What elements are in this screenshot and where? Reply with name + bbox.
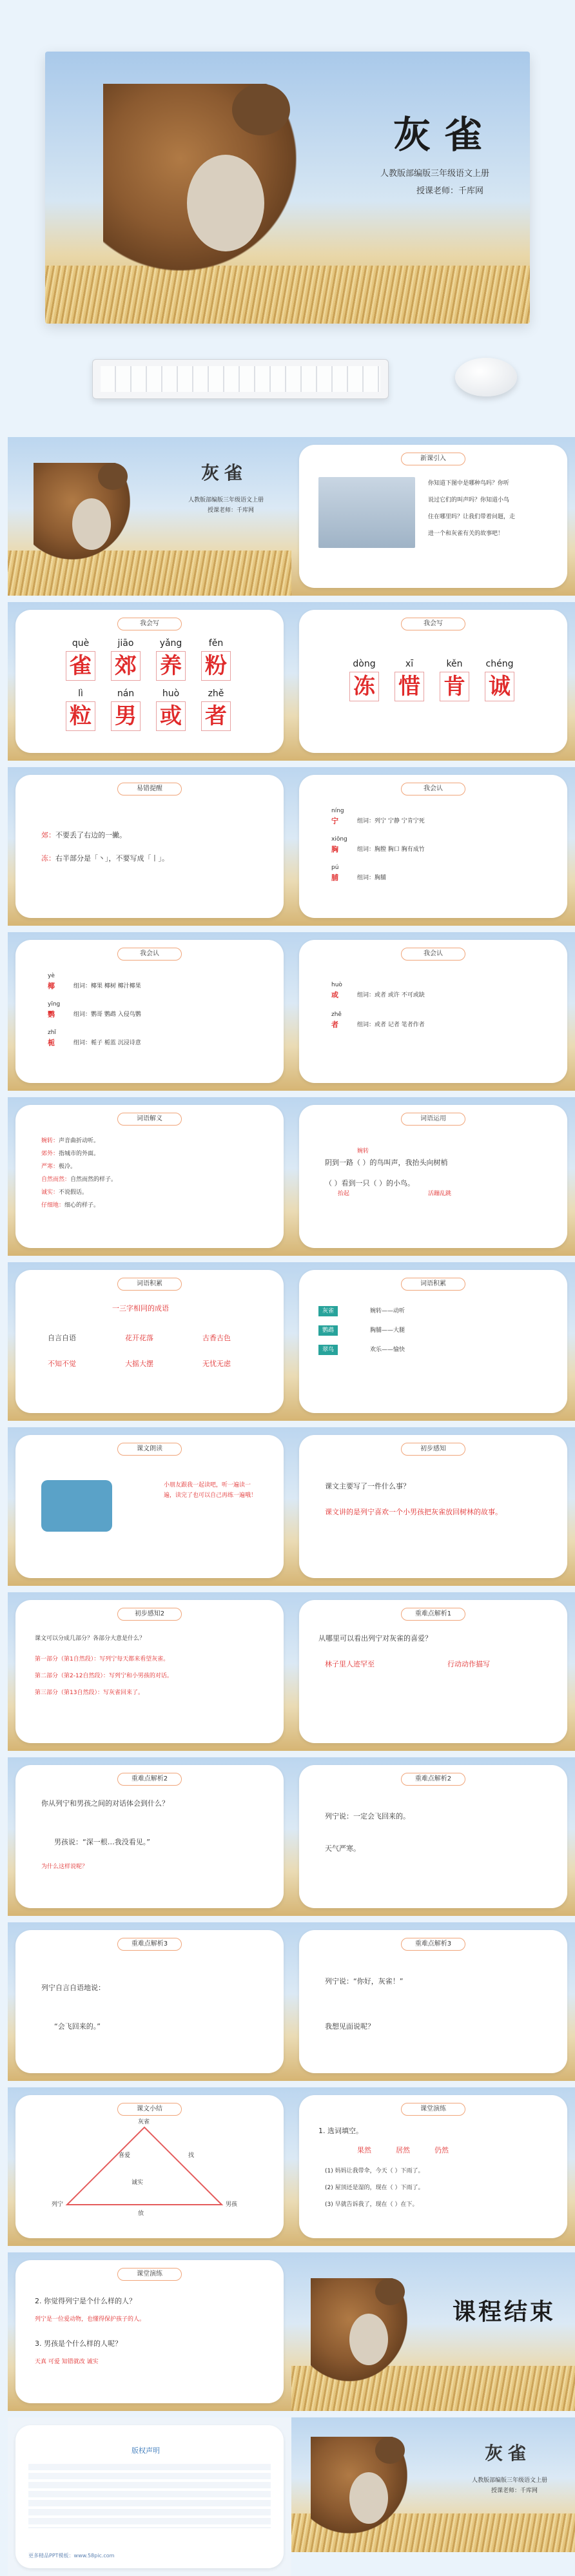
- question: 从哪里可以看出列宁对灰雀的喜爱？: [318, 1634, 432, 1643]
- tip-text: 右半部分是「丶」，不要写成「丨」。: [55, 854, 169, 863]
- word-list: 组词：列宁 宁静 宁肯宁死: [357, 818, 425, 825]
- section-pill: 初步感知: [401, 1443, 465, 1456]
- section-pill: 新课引入: [401, 453, 465, 465]
- exercise-line: (1) 妈妈让我带伞，今天（ ）下雨了。: [325, 2168, 424, 2174]
- answer: 课文讲的是列宁喜欢一个小男孩把灰雀放回树林的故事。: [325, 1508, 502, 1516]
- node: 放: [138, 2210, 144, 2217]
- pinyin: kěn: [446, 659, 463, 669]
- definition: 极冷。: [59, 1164, 77, 1170]
- line: 我想见面说呢？: [325, 2022, 375, 2031]
- slide-teacher: 授课老师：千库网: [208, 507, 255, 514]
- content-card: [299, 445, 567, 588]
- sentence: （ ）看到一只（ ）的小鸟。: [325, 1179, 414, 1187]
- slide-11[interactable]: [8, 1262, 291, 1421]
- option: 果然: [357, 2146, 371, 2154]
- char: 椰: [48, 982, 55, 990]
- answer: 婉转: [357, 1148, 369, 1155]
- line: “会飞回来的。”: [54, 2022, 101, 2031]
- intro-line: 你知道下图中是哪种鸟吗？你听: [428, 480, 510, 487]
- section-pill: 课堂演练: [117, 2268, 182, 2281]
- idiom: 不知不觉: [48, 1360, 76, 1368]
- tip-text: 不要丢了右边的一撇。: [55, 831, 126, 839]
- intro-line: 进一个和灰雀有关的故事吧！: [428, 531, 504, 537]
- slide-16[interactable]: [291, 1592, 575, 1751]
- section-pill: 重难点解析1: [401, 1608, 465, 1621]
- char-box: 肯: [440, 672, 469, 701]
- intro-line: 说过它们的叫声吗？你知道小鸟: [428, 497, 510, 503]
- question: 课文可以分成几部分？各部分大意是什么？: [35, 1635, 146, 1642]
- slide-subtitle: 人教版部编版三年级语文上册: [472, 2477, 548, 2484]
- char: 者: [331, 1020, 338, 1029]
- slide-17[interactable]: [8, 1757, 291, 1916]
- definition: 声音曲折动听。: [59, 1138, 100, 1144]
- section-pill: 重难点解析2: [117, 1773, 182, 1786]
- word-list: 组词：胸膛 胸口 胸有成竹: [357, 846, 425, 853]
- section-pill: 我会认: [401, 783, 465, 795]
- term: 严寒：: [41, 1164, 59, 1170]
- mouse-image: [455, 358, 517, 396]
- term: 郊外：: [41, 1151, 59, 1157]
- exercise-line: (2) 屋顶还是湿的，现在（ ）下雨了。: [325, 2185, 424, 2191]
- word-list: 组词：或者 或许 不可或缺: [357, 992, 425, 999]
- slide-25[interactable]: [8, 2417, 291, 2576]
- pinyin: lì: [78, 688, 83, 699]
- word-list: 组词：鹦哥 鹦鹉 入侵鸟鹦: [73, 1011, 141, 1018]
- line: 天气严寒。: [325, 1844, 360, 1853]
- answer: 天真 可爱 知错就改 诚实: [35, 2359, 99, 2365]
- slide-10[interactable]: [291, 1097, 575, 1256]
- option: 仍然: [434, 2146, 449, 2154]
- slide-15[interactable]: [8, 1592, 291, 1751]
- word-list: 组词：胸脯: [357, 875, 387, 881]
- char-box: 诚: [485, 672, 514, 701]
- end-title: 课程结束: [453, 2299, 556, 2325]
- section-pill: 重难点解析3: [401, 1938, 465, 1951]
- sparrow-image: [103, 84, 297, 271]
- slide-24[interactable]: [291, 2252, 575, 2411]
- question: 课文主要写了一件什么事？: [325, 1482, 410, 1490]
- definition: 指城市的外面。: [59, 1151, 100, 1157]
- pinyin: chéng: [485, 659, 514, 669]
- pinyin: huò: [162, 688, 180, 699]
- row-text: 婉转——动听: [370, 1308, 405, 1314]
- cover-title: 灰雀: [393, 113, 497, 157]
- sentence: 阴到一路（ ）的鸟叫声，我抬头向树梢: [325, 1158, 448, 1167]
- idiom: 古香古色: [202, 1334, 231, 1342]
- heading: 一三字相同的成语: [112, 1304, 169, 1312]
- cover-subtitle: 人教版部编版三年级语文上册: [380, 169, 490, 179]
- term: 婉转：: [41, 1138, 59, 1144]
- slide-4[interactable]: [291, 602, 575, 761]
- slide-22[interactable]: [291, 2087, 575, 2246]
- section-pill: 易错提醒: [117, 783, 182, 795]
- slide-9[interactable]: [8, 1097, 291, 1256]
- char: 宁: [331, 817, 338, 825]
- section-pill: 课文小结: [117, 2103, 182, 2116]
- idiom: 自言自语: [48, 1334, 76, 1342]
- idiom: 大摇大摆: [125, 1360, 153, 1368]
- section-pill: 我会认: [401, 948, 465, 961]
- node: 喜爱: [119, 2152, 131, 2159]
- pinyin: jiāo: [117, 638, 134, 649]
- section-pill: 初步感知2: [117, 1608, 182, 1621]
- node: 列宁: [52, 2201, 64, 2208]
- slide-8[interactable]: [291, 932, 575, 1091]
- pinyin: zhě: [331, 1011, 342, 1018]
- char-box: 养: [156, 651, 186, 681]
- definition: 不说假话。: [59, 1189, 88, 1196]
- node: 男孩: [226, 2201, 238, 2208]
- section-pill: 课堂演练: [401, 2103, 465, 2116]
- pinyin: fěn: [208, 638, 224, 649]
- char: 栀: [48, 1039, 55, 1047]
- node: 诚实: [132, 2180, 144, 2186]
- bird-photo: [318, 477, 415, 548]
- pinyin: nán: [117, 688, 135, 699]
- pinyin: yīng: [48, 1001, 61, 1008]
- slide-title: 灰雀: [485, 2443, 532, 2464]
- char: 或: [331, 991, 338, 999]
- term: 自然而然：: [41, 1176, 71, 1183]
- question: 你从列宁和男孩之间的对话体会到什么？: [41, 1799, 169, 1808]
- slide-subtitle: 人教版部编版三年级语文上册: [188, 497, 264, 503]
- heading: 版权声明: [132, 2446, 160, 2455]
- idiom: 花开花落: [125, 1334, 153, 1342]
- intro-line: 住在哪里吗？让我们带着问题，走: [428, 514, 516, 520]
- slide-19[interactable]: [8, 1922, 291, 2081]
- section-pill: 重难点解析2: [401, 1773, 465, 1786]
- char-key: 郊：: [41, 831, 55, 839]
- prompt: 为什么这样说呢？: [41, 1864, 88, 1870]
- pinyin: pú: [331, 864, 339, 871]
- footer-link[interactable]: 更多精品PPT模板：www.58pic.com: [28, 2553, 115, 2559]
- answer: 第三部分（第13自然段）：写灰雀回来了。: [35, 1690, 144, 1696]
- line: 列宁说：“你好，灰雀！”: [325, 1977, 404, 1986]
- slide-title: 灰雀: [201, 462, 248, 483]
- pinyin: níng: [331, 808, 344, 814]
- slide-1[interactable]: [8, 437, 291, 596]
- definition: 自然而然的样子。: [70, 1176, 117, 1183]
- char-box: 粒: [66, 701, 95, 731]
- answer: 第一部分（第1自然段）：写列宁每天都来看望灰雀。: [35, 1656, 170, 1663]
- char-box: 者: [201, 701, 231, 731]
- section-pill: 我会写: [401, 618, 465, 630]
- section-pill: 词语运用: [401, 1113, 465, 1126]
- char-box: 雀: [66, 651, 95, 681]
- slide-21[interactable]: [8, 2087, 291, 2246]
- section-pill: 词语解义: [117, 1113, 182, 1126]
- slide-13[interactable]: [8, 1427, 291, 1586]
- answer: 活蹦乱跳: [428, 1191, 452, 1197]
- grass-background: [45, 266, 530, 324]
- word-list: 组词：栀子 栀蓝 沉浸诗意: [73, 1040, 141, 1046]
- slide-26[interactable]: [291, 2417, 575, 2552]
- option: 居然: [396, 2146, 410, 2154]
- pinyin: què: [72, 638, 90, 649]
- slide-20[interactable]: [291, 1922, 575, 2081]
- tag: 灰雀: [318, 1306, 338, 1316]
- slide-6[interactable]: [291, 767, 575, 926]
- char-box: 粉: [201, 651, 231, 681]
- char-box: 冻: [349, 672, 379, 701]
- slide-teacher: 授课老师：千库网: [491, 2488, 538, 2494]
- quote: 男孩说：“深一根…我没看见。”: [54, 1838, 150, 1846]
- exercise-line: (3) 早就告诉我了，现在（ ）在下。: [325, 2201, 418, 2208]
- pinyin: zhě: [208, 688, 224, 699]
- pinyin: dòng: [353, 659, 376, 669]
- slide-12[interactable]: [291, 1262, 575, 1421]
- point-left: 林子里人迹罕至: [325, 1660, 375, 1668]
- answer: 列宁是一位爱动物，也懂得保护孩子的人。: [35, 2316, 146, 2323]
- line: 列宁说：一定会飞回来的。: [325, 1812, 410, 1820]
- pinyin: yǎng: [159, 638, 182, 649]
- line: 列宁自言自语地说：: [41, 1984, 105, 1992]
- section-pill: 我会写: [117, 618, 182, 630]
- slide-3[interactable]: [8, 602, 291, 761]
- question: 3. 男孩是个什么样的人呢？: [35, 2339, 122, 2348]
- row-text: 胸脯——大腿: [370, 1327, 405, 1334]
- pinyin: xiōng: [331, 836, 347, 843]
- slide-18[interactable]: [291, 1757, 575, 1916]
- term: 诚实：: [41, 1189, 59, 1196]
- note: 小朋友跟我一起读吧，听一遍读一遍，读完了也可以自己再练一遍哦！: [164, 1482, 257, 1499]
- question: 2. 你觉得列宁是个什么样的人？: [35, 2297, 136, 2305]
- slide-7[interactable]: [8, 932, 291, 1091]
- text-block: [28, 2464, 271, 2528]
- char-box: 男: [111, 701, 141, 731]
- tag: 翠鸟: [318, 1345, 338, 1355]
- section-pill: 重难点解析3: [117, 1938, 182, 1951]
- section-pill: 我会认: [117, 948, 182, 961]
- pinyin: xī: [405, 659, 414, 669]
- cover-slide: [45, 52, 530, 324]
- section-pill: 词语积累: [117, 1278, 182, 1291]
- char-box: 惜: [395, 672, 424, 701]
- slide-14[interactable]: [291, 1427, 575, 1586]
- char-box: 或: [156, 701, 186, 731]
- char: 鹦: [48, 1010, 55, 1019]
- node: 灰雀: [138, 2119, 150, 2125]
- node: 找: [188, 2152, 195, 2159]
- slide-2[interactable]: [291, 437, 575, 596]
- section-pill: 词语积累: [401, 1278, 465, 1291]
- char: 脯: [331, 873, 338, 882]
- cover-teacher: 授课老师：千库网: [416, 186, 484, 196]
- char: 胸: [331, 845, 338, 854]
- keyboard-image: [92, 359, 389, 399]
- question: 1. 选词填空。: [318, 2127, 363, 2135]
- section-pill: 课文朗读: [117, 1443, 182, 1456]
- answer: 第二部分（第2-12自然段）：写列宁和小男孩的对话。: [35, 1673, 173, 1679]
- pinyin: yè: [48, 973, 55, 979]
- pinyin: huò: [331, 982, 342, 988]
- answer: 抬起: [338, 1191, 350, 1197]
- definition: 细心的样子。: [64, 1202, 100, 1209]
- term: 仔细地：: [41, 1202, 65, 1209]
- point-right: 行动动作描写: [447, 1660, 490, 1668]
- word-list: 组词：椰果 椰树 椰汁椰果: [73, 983, 141, 990]
- slide-23[interactable]: [8, 2252, 291, 2411]
- radio-icon: [41, 1480, 112, 1532]
- char-key: 冻：: [41, 854, 55, 863]
- char-box: 郊: [111, 651, 141, 681]
- idiom: 无忧无虑: [202, 1360, 231, 1368]
- row-text: 欢乐——愉快: [370, 1347, 405, 1353]
- tag: 鹦鹉: [318, 1325, 338, 1336]
- pinyin: zhǐ: [48, 1029, 56, 1036]
- word-list: 组词：或者 记者 笔者作者: [357, 1022, 425, 1028]
- slide-5[interactable]: [8, 767, 291, 926]
